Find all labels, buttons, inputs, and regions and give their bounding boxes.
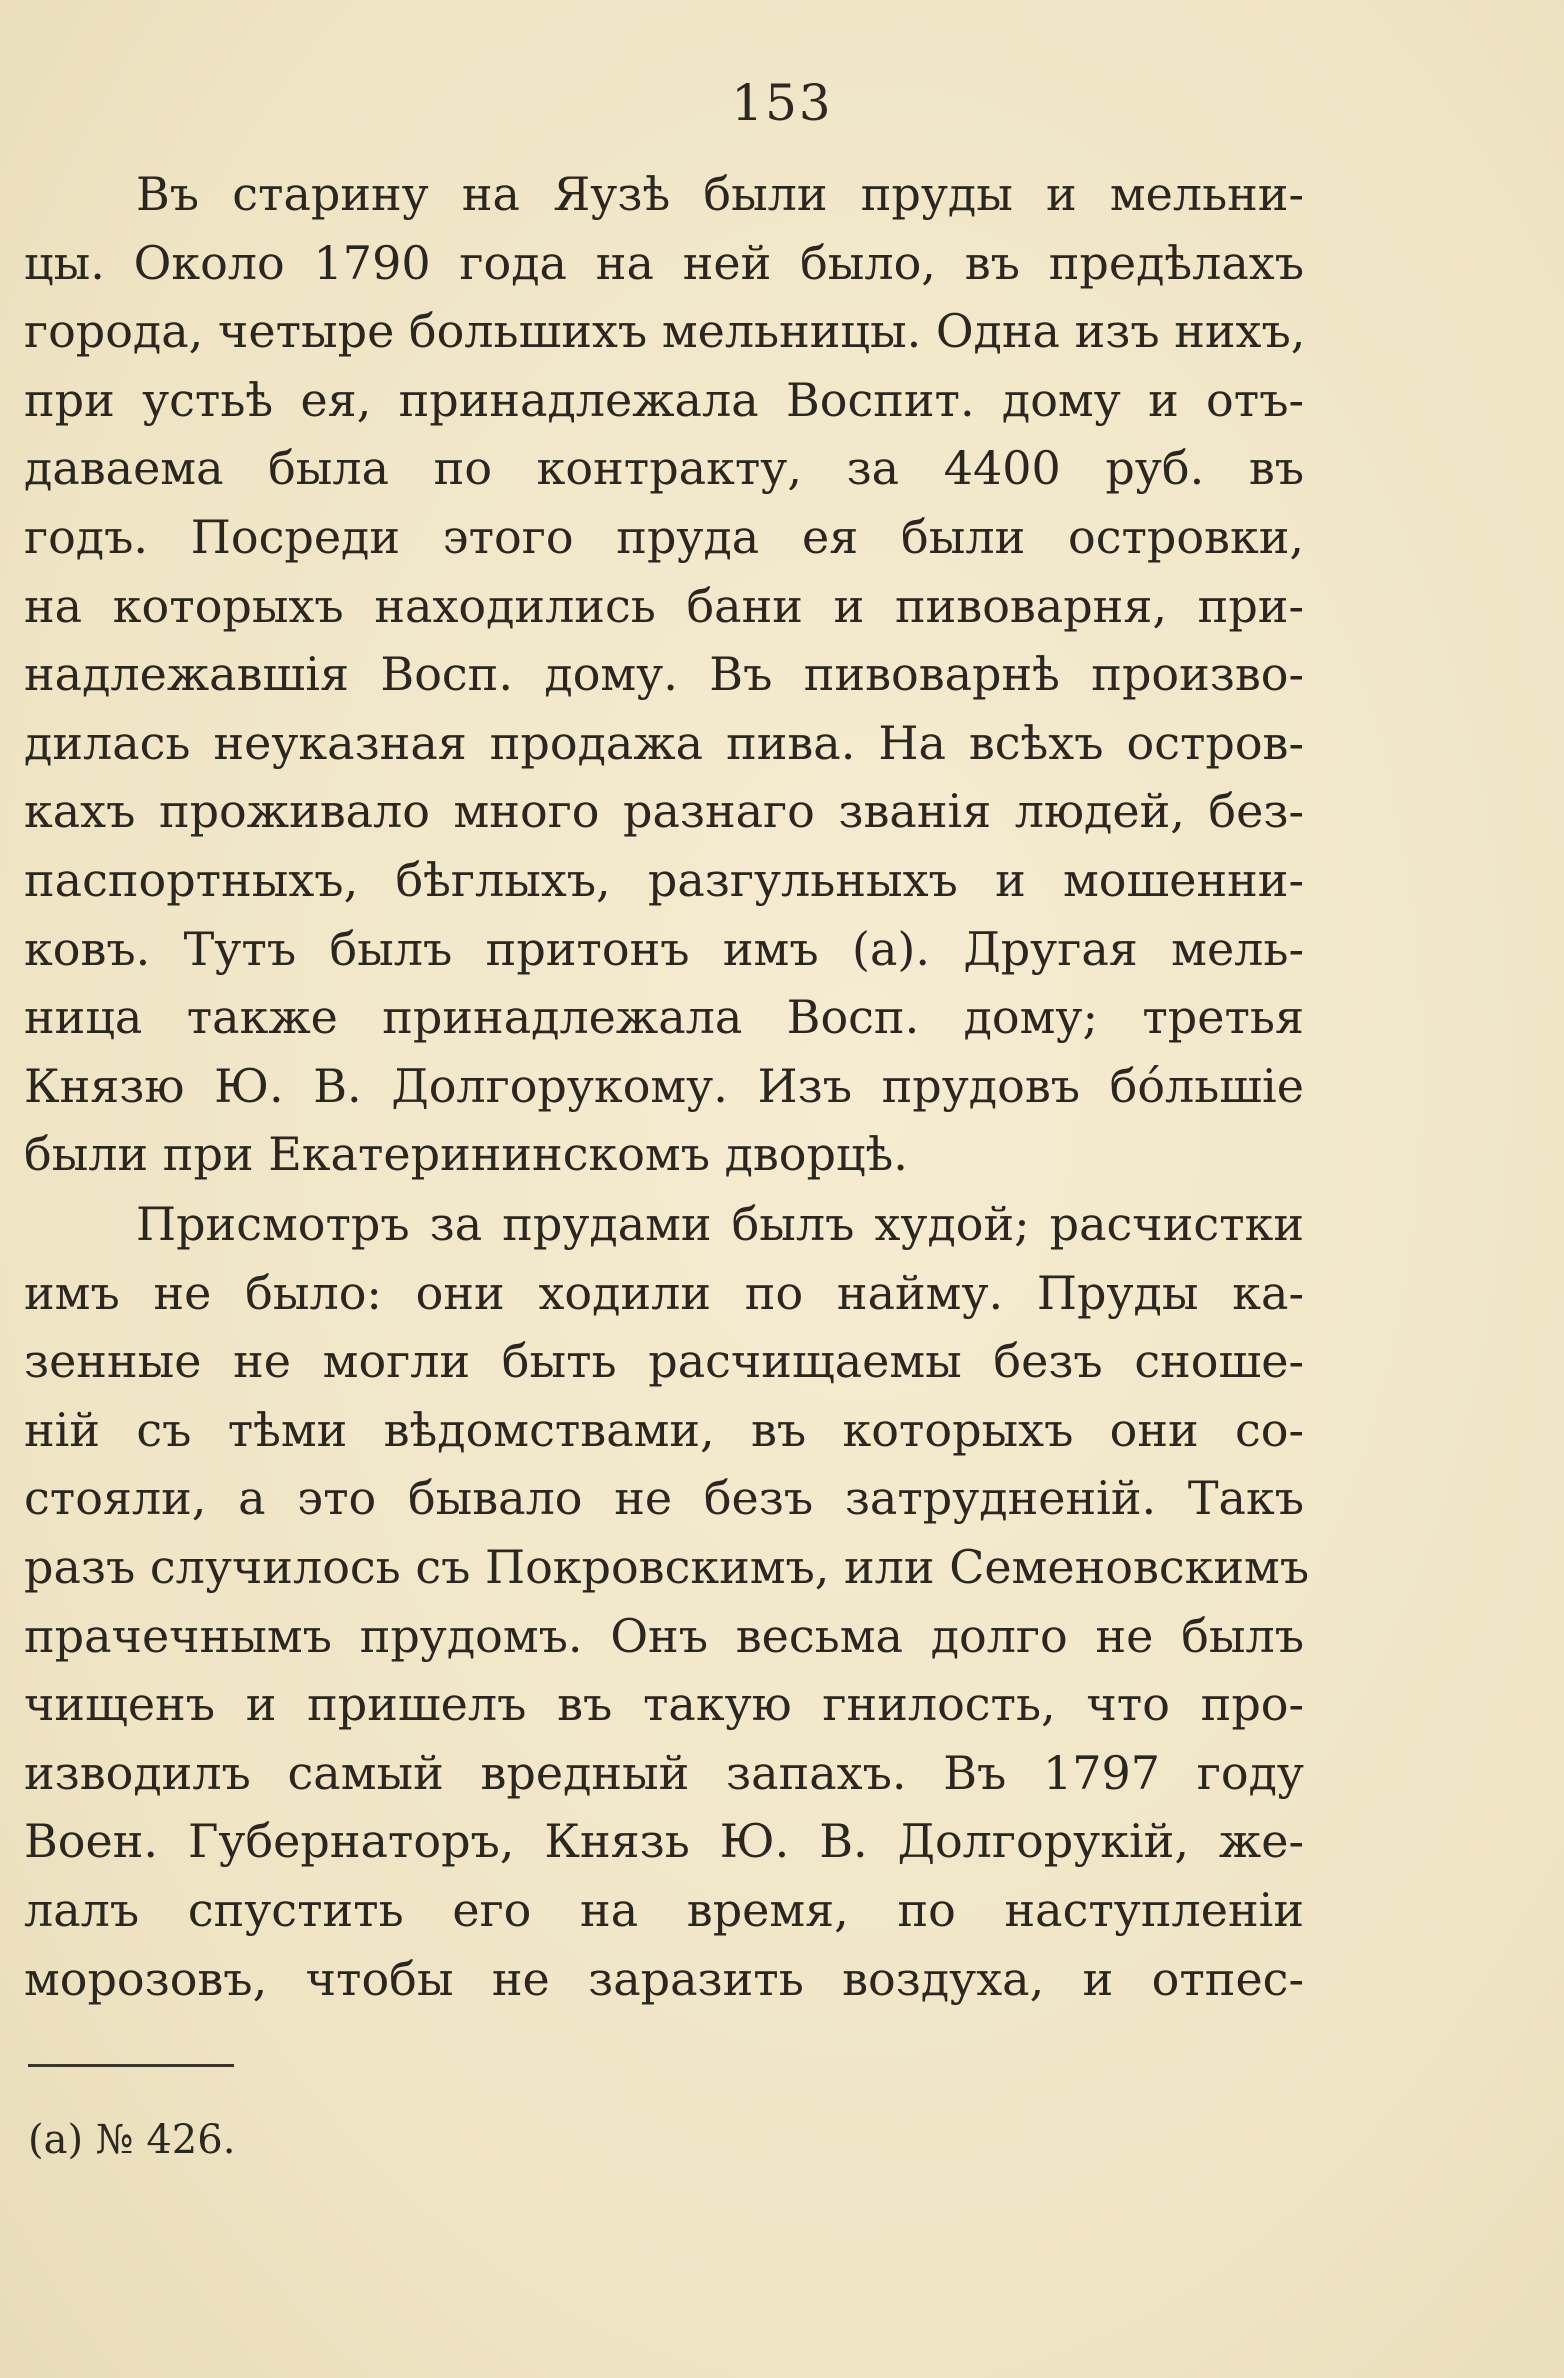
text-line: при устьѣ ея, принадлежала Воспит. дому и отъ- — [24, 372, 1304, 427]
text-line: имъ не было: они ходили по найму. Пруды ка- — [24, 1265, 1304, 1320]
text-line: ница также принадлежала Восп. дому; третья — [24, 990, 1304, 1045]
text-line: даваема была по контракту, за 4400 руб. въ — [24, 441, 1304, 496]
text-line: надлежавшія Восп. дому. Въ пивоварнѣ произво- — [24, 647, 1304, 702]
paragraph-2 — [24, 1190, 1310, 2013]
text-line: морозовъ, чтобы не заразить воздуха, и отпес- — [24, 1951, 1304, 2006]
text-line: были при Екатерининскомъ дворцѣ. — [24, 1127, 908, 1182]
text-line: годъ. Посреди этого пруда ея были островки, — [24, 509, 1304, 564]
text-line: на которыхъ находились бани и пивоварня, при- — [24, 578, 1304, 633]
text-line: стояли, а это бывало не безъ затрудненій. Такъ — [24, 1471, 1304, 1526]
text-line: города, четыре большихъ мельницы. Одна изъ нихъ, — [24, 304, 1306, 359]
text-line: ковъ. Тутъ былъ притонъ имъ (а). Другая мель- — [24, 921, 1304, 976]
text-line: Воен. Губернаторъ, Князь Ю. В. Долгорукій, же- — [24, 1814, 1304, 1869]
text-line: Князю Ю. В. Долгорукому. Изъ прудовъ бόльшіе — [24, 1058, 1304, 1113]
text-line: цы. Около 1790 года на ней было, въ предѣлахъ — [24, 235, 1304, 290]
page-number: 153 — [731, 74, 833, 132]
text-line: изводилъ самый вредный запахъ. Въ 1797 году — [24, 1745, 1304, 1800]
footnote: (а) № 426. — [28, 2117, 236, 2163]
text-line: чищенъ и пришелъ въ такую гнилость, что про- — [24, 1677, 1304, 1732]
text-line: ній съ тѣми вѣдомствами, въ которыхъ они со- — [24, 1402, 1304, 1457]
text-line: Присмотръ за прудами былъ худой; расчистки — [136, 1197, 1304, 1251]
paragraph-1 — [24, 160, 1304, 1189]
text-line: Въ старину на Яузѣ были пруды и мельни- — [136, 167, 1304, 221]
footnote-divider — [28, 2064, 234, 2067]
text-line: кахъ проживало много разнаго званія людей, без- — [24, 784, 1304, 839]
text-line: зенные не могли быть расчищаемы безъ сноше- — [24, 1334, 1304, 1389]
text-line: разъ случилось съ Покровскимъ, или Семеновскимъ — [24, 1539, 1310, 1594]
text-line: лалъ спустить его на время, по наступленіи — [24, 1882, 1304, 1937]
text-line: паспортныхъ, бѣглыхъ, разгульныхъ и мошенни- — [24, 852, 1304, 907]
text-line: прачечнымъ прудомъ. Онъ весьма долго не былъ — [24, 1608, 1304, 1663]
text-line: дилась неуказная продажа пива. На всѣхъ остров- — [24, 715, 1304, 770]
